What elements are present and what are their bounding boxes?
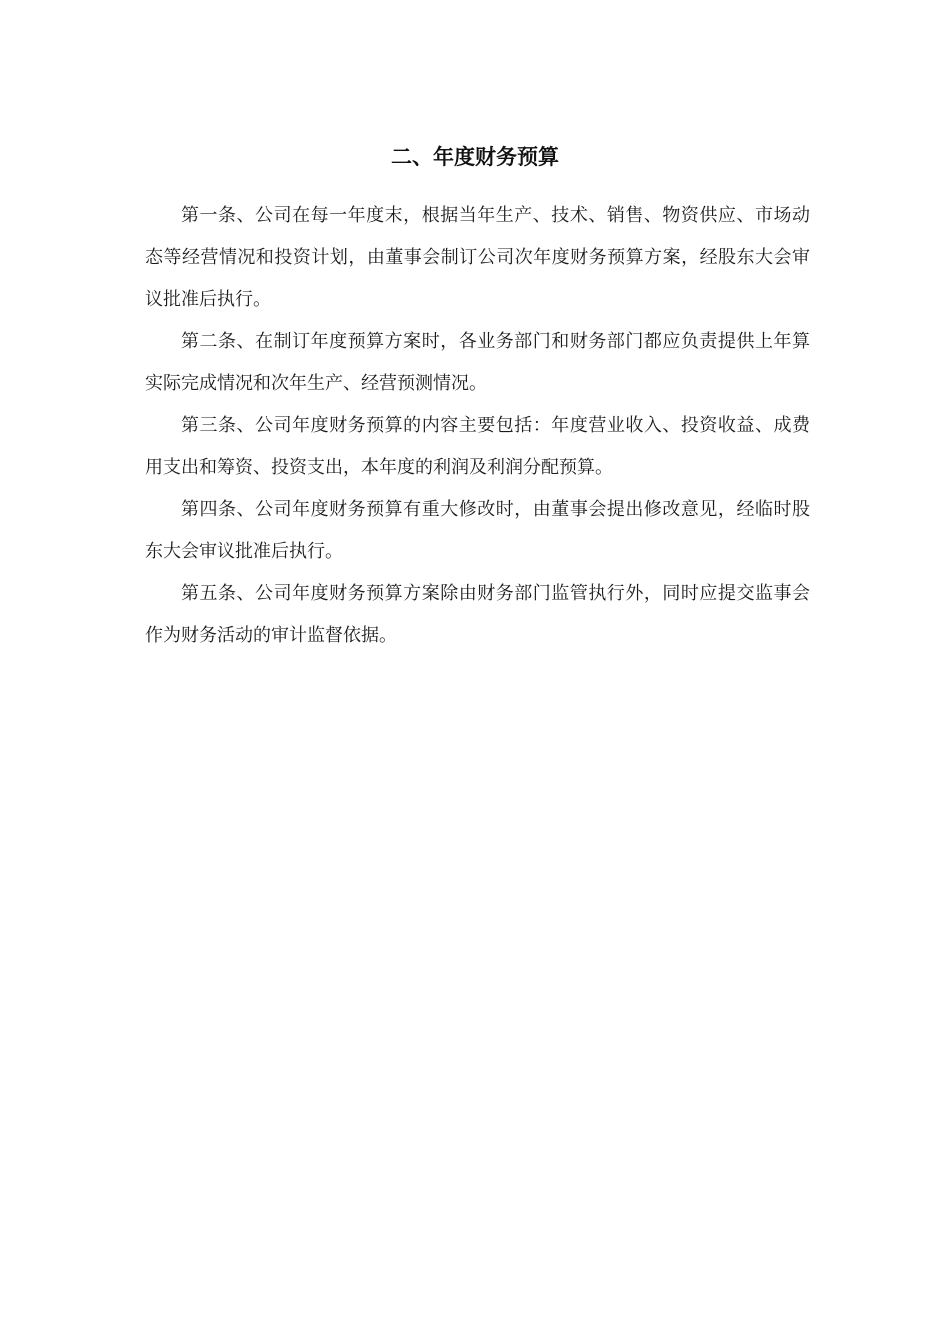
section-title: 二、年度财务预算 bbox=[391, 145, 559, 169]
paragraph-article-3: 第三条、公司年度财务预算的内容主要包括：年度营业收入、投资收益、成费用支出和筹资、投资支出，本年度的利润及利润分配预算。 bbox=[145, 415, 810, 478]
document-body bbox=[145, 195, 810, 657]
paragraph-article-4: 第四条、公司年度财务预算有重大修改时，由董事会提出修改意见，经临时股东大会审议批准后执行。 bbox=[145, 499, 810, 562]
paragraph-article-2: 第二条、在制订年度预算方案时，各业务部门和财务部门都应负责提供上年算实际完成情况和次年生产、经营预测情况。 bbox=[145, 331, 810, 394]
paragraph-article-1: 第一条、公司在每一年度末，根据当年生产、技术、销售、物资供应、市场动态等经营情况和投资计划，由董事会制订公司次年度财务预算方案，经股东大会审议批准后执行。 bbox=[145, 205, 810, 310]
paragraph-article-5: 第五条、公司年度财务预算方案除由财务部门监管执行外，同时应提交监事会作为财务活动的审计监督依据。 bbox=[145, 583, 810, 646]
